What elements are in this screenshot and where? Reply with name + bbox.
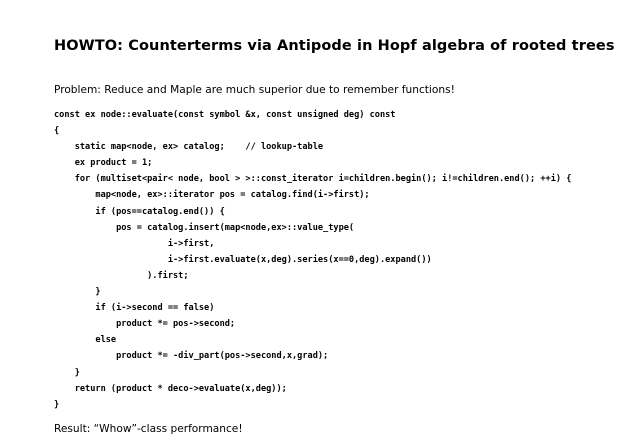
code-line: pos = catalog.insert(map<node,ex>::value_type(	[54, 222, 355, 233]
code-line: map<node, ex>::iterator pos = catalog.find(i->first);	[54, 190, 370, 201]
slide-title: HOWTO: Counterterms via Antipode in Hopf algebra of rooted trees	[54, 38, 615, 54]
code-line: return (product * deco->evaluate(x,deg));	[54, 383, 287, 394]
code-line: else	[54, 335, 117, 346]
code-line: const ex node::evaluate(const symbol &x, const unsigned deg) const	[54, 110, 396, 120]
code-line: if (i->second == false)	[54, 303, 215, 314]
code-line: }	[54, 399, 60, 410]
code-line: i->first,	[54, 238, 215, 249]
problem-statement: Problem: Reduce and Maple are much superior due to remember functions!	[54, 84, 455, 96]
code-line: ).first;	[54, 270, 189, 281]
code-line: }	[54, 287, 101, 298]
code-line: i->first.evaluate(x,deg).series(x==0,deg).expand())	[54, 254, 432, 265]
code-line: ex product = 1;	[54, 158, 153, 169]
code-line: if (pos==catalog.end()) {	[54, 206, 225, 217]
code-line: product *= pos->second;	[54, 319, 236, 330]
code-block	[54, 107, 571, 413]
code-line: }	[54, 367, 80, 378]
result-statement: Result: “Whow”-class performance!	[54, 423, 243, 435]
code-line: product *= -div_part(pos->second,x,grad);	[54, 351, 329, 362]
code-line: {	[54, 126, 60, 137]
code-line: for (multiset<pair< node, bool > >::const_iterator i=children.begin(); i!=children.end(); ++i) {	[54, 174, 572, 185]
code-line: static map<node, ex> catalog; // lookup-table	[54, 142, 324, 153]
